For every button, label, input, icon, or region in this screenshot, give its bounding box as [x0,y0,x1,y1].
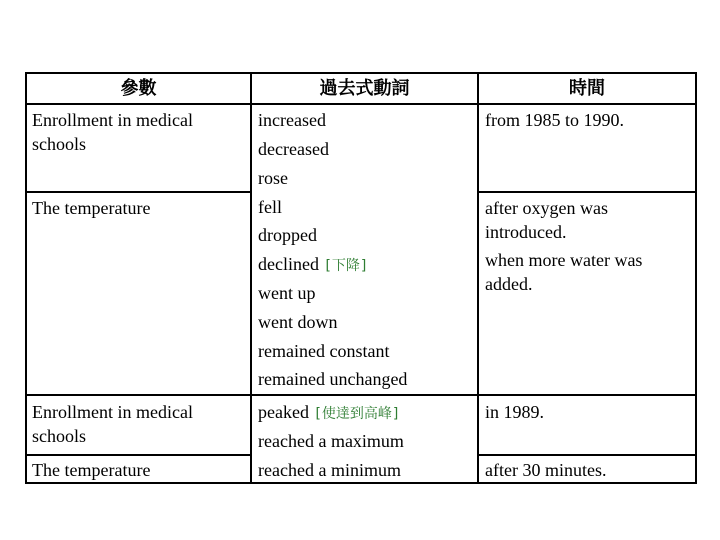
time-1985-1990: from 1985 to 1990. [485,110,624,130]
verb-reached-maximum: reached a maximum [258,431,404,451]
verb-decreased: decreased [258,139,329,159]
parameter-temperature-1: The temperature [32,198,151,218]
verb-fell: fell [258,197,282,217]
verb-increased: increased [258,110,326,130]
row-divider-1 [25,191,250,193]
verb-declined: declined [258,254,319,274]
header-row-divider [25,103,697,105]
verb-remained-unchanged: remained unchanged [258,369,408,389]
verb-peaked: peaked [258,402,309,422]
verb-declined-row [258,252,368,278]
parameter-enrollment-1: Enrollment in medical schools [32,110,193,154]
time-when-water: when more water was added. [485,250,643,294]
verb-dropped: dropped [258,225,317,245]
verb-went-up: went up [258,283,316,303]
verb-peaked-row [258,400,400,426]
time-after-30-minutes: after 30 minutes. [485,460,607,480]
header-past-tense-verb: 過去式動詞 [319,78,410,99]
verb-remained-constant: remained constant [258,341,390,361]
time-after-oxygen: after oxygen was introduced. [485,198,608,242]
parameter-enrollment-2: Enrollment in medical schools [32,402,193,446]
verb-rose: rose [258,168,288,188]
row-divider-4 [25,454,250,456]
verb-declined-note: [下降] [323,258,369,274]
column-divider-1 [250,72,252,484]
header-parameter: 參數 [120,78,157,99]
time-in-1989: in 1989. [485,402,545,422]
header-time: 時間 [569,78,605,99]
row-divider-3 [25,394,697,396]
verb-went-down: went down [258,312,338,332]
column-divider-2 [477,72,479,484]
row-divider-5 [477,454,697,456]
verb-peaked-note: [使達到高峰] [313,406,401,422]
parameter-temperature-2: The temperature [32,460,151,480]
verb-reached-minimum: reached a minimum [258,460,401,480]
row-divider-2 [477,191,697,193]
